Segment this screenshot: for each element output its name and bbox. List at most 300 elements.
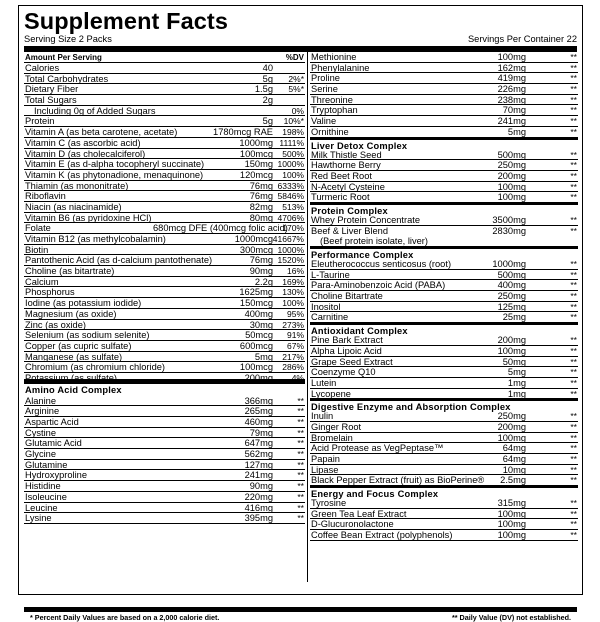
left-column bbox=[24, 52, 305, 524]
fact-amount: 265mg bbox=[244, 406, 273, 417]
fact-row bbox=[310, 280, 578, 291]
fact-dv: 130% bbox=[282, 287, 304, 298]
fact-dv: 286% bbox=[282, 362, 304, 373]
section-title: Amino Acid Complex bbox=[25, 384, 122, 395]
fact-name: Selenium (as sodium selenite) bbox=[25, 330, 150, 341]
fact-dv: ** bbox=[570, 508, 577, 519]
fact-amount: 5mg bbox=[507, 126, 526, 137]
fact-name: Chromium (as chromium chloride) bbox=[25, 362, 166, 373]
serving-info bbox=[24, 34, 577, 45]
fact-row bbox=[24, 95, 305, 106]
fact-dv: ** bbox=[297, 395, 304, 406]
fact-row bbox=[310, 160, 578, 171]
fact-amount: 200mg bbox=[497, 335, 526, 346]
fact-row bbox=[310, 367, 578, 378]
fact-row bbox=[24, 298, 305, 309]
fact-amount: 150mg bbox=[244, 159, 273, 170]
fact-row bbox=[24, 149, 305, 160]
fact-amount: 500mg bbox=[497, 149, 526, 160]
fact-name: Dietary Fiber bbox=[25, 84, 79, 95]
fact-row bbox=[310, 346, 578, 357]
fact-dv: ** bbox=[570, 116, 577, 127]
fact-row bbox=[310, 105, 578, 116]
fact-amount: 200mg bbox=[497, 421, 526, 432]
fact-name: Copper (as cupric sulfate) bbox=[25, 340, 132, 351]
fact-name: Phenylalanine bbox=[311, 62, 370, 73]
fact-dv: ** bbox=[297, 513, 304, 524]
fact-name: Tyrosine bbox=[311, 498, 347, 509]
fact-row bbox=[24, 266, 305, 277]
fact-name: Coenzyme Q10 bbox=[311, 367, 376, 378]
fact-name: Vitamin A (as beta carotene, acetate) bbox=[25, 127, 178, 138]
fact-amount: 150mcg bbox=[239, 298, 273, 309]
fact-amount: 10mg bbox=[502, 464, 526, 475]
section-row bbox=[24, 481, 305, 492]
fact-dv: 95% bbox=[286, 308, 304, 319]
fact-name: Eleutherococcus senticosus (root) bbox=[311, 259, 452, 270]
fact-dv: 217% bbox=[282, 351, 304, 362]
fact-name-continued: (Beef protein isolate, liver) bbox=[320, 236, 428, 247]
fact-dv: ** bbox=[570, 432, 577, 443]
fact-row bbox=[310, 171, 578, 182]
amount-per-serving-label: Amount Per Serving bbox=[25, 53, 102, 62]
dv-header-label: %DV bbox=[285, 53, 304, 62]
fact-dv: ** bbox=[570, 126, 577, 137]
section-row bbox=[24, 470, 305, 481]
fact-dv: ** bbox=[570, 192, 577, 203]
fact-amount: 1780mcg RAE bbox=[213, 127, 273, 138]
fact-amount: 500mg bbox=[497, 269, 526, 280]
fact-amount: 64mg bbox=[502, 443, 526, 454]
fact-amount: 125mg bbox=[497, 301, 526, 312]
fact-dv: ** bbox=[570, 149, 577, 160]
fact-name: Aspartic Acid bbox=[25, 417, 79, 427]
fact-row bbox=[24, 277, 305, 288]
fact-amount: 82mg bbox=[249, 201, 273, 212]
fact-name: Isoleucine bbox=[25, 491, 67, 502]
fact-amount: 80mg bbox=[249, 212, 273, 223]
fact-dv: ** bbox=[570, 388, 577, 399]
fact-name: Proline bbox=[311, 73, 340, 84]
fact-row bbox=[310, 357, 578, 368]
fact-dv: 67% bbox=[286, 340, 304, 351]
fact-dv: ** bbox=[297, 427, 304, 438]
fact-amount: 5mg bbox=[507, 367, 526, 378]
fact-dv: ** bbox=[570, 170, 577, 181]
fact-row bbox=[310, 389, 578, 400]
fact-dv: 2%* bbox=[288, 73, 304, 84]
fact-dv: ** bbox=[297, 481, 304, 492]
fact-name: Milk Thistle Seed bbox=[311, 149, 382, 160]
fact-dv: ** bbox=[570, 301, 577, 312]
fact-row bbox=[24, 309, 305, 320]
fact-amount: 40 bbox=[262, 63, 273, 73]
fact-name: Red Beet Root bbox=[311, 170, 372, 181]
section-block bbox=[310, 203, 578, 247]
fact-name: Including 0g of Added Sugars bbox=[34, 105, 156, 116]
fact-name: D-Glucuronolactone bbox=[311, 519, 394, 530]
fact-dv: ** bbox=[570, 356, 577, 367]
fact-dv: 5846% bbox=[277, 191, 304, 202]
serving-size: Serving Size 2 Packs bbox=[24, 34, 112, 44]
section-row bbox=[24, 396, 305, 407]
fact-amount: 220mg bbox=[244, 491, 273, 502]
facts-columns bbox=[24, 52, 577, 622]
fact-row bbox=[24, 362, 305, 373]
fact-dv: ** bbox=[570, 62, 577, 73]
fact-row bbox=[310, 411, 578, 422]
fact-amount: 3500mg bbox=[492, 214, 526, 225]
fact-row bbox=[310, 226, 578, 247]
fact-name: Choline (as bitartrate) bbox=[25, 266, 115, 277]
fact-row bbox=[310, 259, 578, 270]
fact-dv: ** bbox=[570, 519, 577, 530]
fact-name: Glutamic Acid bbox=[25, 438, 82, 449]
fact-row bbox=[24, 202, 305, 213]
fact-name: Zinc (as oxide) bbox=[25, 319, 86, 330]
fact-amount: 400mg bbox=[497, 280, 526, 291]
section-row bbox=[24, 449, 305, 460]
fact-name: Vitamin K (as phytonadione, menaquinone) bbox=[25, 169, 204, 180]
fact-name: Vitamin E (as d-alpha tocopheryl succinate) bbox=[25, 159, 205, 170]
fact-row bbox=[24, 181, 305, 192]
fact-amount: 76mg bbox=[249, 191, 273, 202]
fact-amount: 416mg bbox=[244, 502, 273, 513]
fact-dv: ** bbox=[570, 498, 577, 509]
left-sections bbox=[24, 384, 305, 524]
section-block bbox=[310, 323, 578, 399]
fact-row bbox=[310, 116, 578, 127]
fact-amount: 5mg bbox=[254, 351, 273, 362]
fact-name: Black Pepper Extract (fruit) as BioPerine® bbox=[311, 475, 485, 486]
fact-dv: ** bbox=[570, 367, 577, 378]
fact-name: N-Acetyl Cysteine bbox=[311, 181, 385, 192]
fact-amount: 200mg bbox=[497, 170, 526, 181]
fact-dv: ** bbox=[570, 443, 577, 454]
fact-dv: ** bbox=[297, 491, 304, 502]
fact-dv: 1000% bbox=[277, 244, 304, 255]
fact-name: Folate bbox=[25, 223, 51, 234]
fact-row bbox=[24, 223, 305, 234]
fact-amount: 100mg bbox=[497, 345, 526, 356]
fact-amount: 2g bbox=[262, 95, 273, 106]
fact-row bbox=[310, 84, 578, 95]
fact-name: Calories bbox=[25, 63, 60, 73]
fact-name: Pine Bark Extract bbox=[311, 335, 383, 346]
fact-name: Tryptophan bbox=[311, 105, 358, 116]
fact-amount: 100mg bbox=[497, 432, 526, 443]
fact-dv: 41667% bbox=[272, 234, 304, 244]
fact-dv: 1000% bbox=[277, 159, 304, 170]
fact-amount: 300mcg bbox=[239, 244, 273, 255]
fact-amount: 241mg bbox=[244, 470, 273, 481]
section-block bbox=[24, 384, 305, 524]
footnote-dv-not-established: ** Daily Value (DV) not established. bbox=[451, 613, 571, 622]
section-title: Digestive Enzyme and Absorption Complex bbox=[310, 399, 578, 411]
fact-row bbox=[310, 63, 578, 74]
fact-name: Ornithine bbox=[311, 126, 349, 137]
fact-name: Vitamin D (as cholecalciferol) bbox=[25, 148, 146, 159]
fact-dv: 500% bbox=[282, 148, 304, 159]
fact-name: Whey Protein Concentrate bbox=[311, 214, 421, 225]
fact-name: Leucine bbox=[25, 502, 58, 513]
amino-acid-continued-list bbox=[310, 52, 578, 138]
fact-name: Papain bbox=[311, 454, 340, 465]
supplement-facts-panel bbox=[18, 5, 583, 622]
fact-row bbox=[24, 213, 305, 224]
fact-amount: 100mcg bbox=[239, 362, 273, 373]
section-row bbox=[24, 492, 305, 503]
fact-name: Manganese (as sulfate) bbox=[25, 351, 123, 362]
fact-dv: ** bbox=[570, 259, 577, 270]
fact-dv: ** bbox=[297, 459, 304, 470]
fact-amount: 200mg bbox=[244, 372, 273, 383]
section-title: Energy and Focus Complex bbox=[310, 486, 578, 498]
fact-name: Inositol bbox=[311, 301, 341, 312]
fact-name: Carnitine bbox=[311, 312, 349, 323]
fact-dv: 198% bbox=[282, 127, 304, 138]
fact-row bbox=[310, 422, 578, 433]
fact-row bbox=[24, 373, 305, 384]
section-row bbox=[24, 460, 305, 471]
fact-amount: 1.5g bbox=[254, 84, 273, 95]
fact-dv: ** bbox=[570, 269, 577, 280]
right-sections bbox=[310, 138, 578, 541]
fact-dv: ** bbox=[570, 530, 577, 541]
fact-name: Acid Protease as VegPeptase™ bbox=[311, 443, 444, 454]
fact-name: Inulin bbox=[311, 411, 334, 422]
panel-title: Supplement Facts bbox=[24, 8, 229, 34]
fact-amount: 120mcg bbox=[239, 169, 273, 180]
fact-dv: 4% bbox=[291, 372, 304, 383]
fact-name: Lysine bbox=[25, 513, 52, 524]
fact-amount: 366mg bbox=[244, 395, 273, 406]
fact-name: Potassium (as sulfate) bbox=[25, 372, 117, 383]
fact-name: Choline Bitartrate bbox=[311, 291, 383, 302]
fact-amount: 562mg bbox=[244, 449, 273, 460]
fact-amount: 1000mcg bbox=[234, 234, 273, 244]
fact-dv: ** bbox=[570, 454, 577, 465]
servings-per-container: Servings Per Container 22 bbox=[467, 34, 577, 44]
fact-amount: 600mcg bbox=[239, 340, 273, 351]
fact-amount: 2.2g bbox=[254, 276, 273, 287]
fact-dv: ** bbox=[570, 291, 577, 302]
fact-name: Protein bbox=[25, 116, 55, 127]
fact-amount: 64mg bbox=[502, 454, 526, 465]
section-title: Performance Complex bbox=[310, 247, 578, 259]
section-row bbox=[24, 503, 305, 514]
fact-dv: ** bbox=[570, 377, 577, 388]
fact-row bbox=[310, 443, 578, 454]
fact-row bbox=[310, 73, 578, 84]
fact-dv: 100% bbox=[282, 298, 304, 309]
fact-name: Lycopene bbox=[311, 388, 351, 399]
fact-amount: 250mg bbox=[497, 160, 526, 171]
fact-row bbox=[24, 191, 305, 202]
fact-dv: ** bbox=[297, 438, 304, 449]
fact-dv: ** bbox=[570, 475, 577, 486]
fact-amount: 100mg bbox=[497, 192, 526, 203]
fact-name: Cystine bbox=[25, 427, 57, 438]
fact-row bbox=[310, 519, 578, 530]
fact-amount: 162mg bbox=[497, 62, 526, 73]
section-row bbox=[24, 417, 305, 428]
fact-dv: 169% bbox=[282, 276, 304, 287]
fact-amount: 241mg bbox=[497, 116, 526, 127]
fact-row bbox=[24, 84, 305, 95]
fact-dv: 5%* bbox=[288, 84, 304, 95]
fact-dv: ** bbox=[570, 312, 577, 323]
fact-row bbox=[24, 245, 305, 256]
fact-name: Biotin bbox=[25, 244, 49, 255]
fact-name: Green Tea Leaf Extract bbox=[311, 508, 407, 519]
section-row bbox=[24, 438, 305, 449]
fact-row bbox=[24, 234, 305, 245]
fact-row bbox=[24, 138, 305, 149]
fact-amount: 50mg bbox=[502, 356, 526, 367]
fact-row bbox=[24, 170, 305, 181]
fact-dv: 0% bbox=[291, 105, 304, 116]
fact-amount: 1mg bbox=[507, 377, 526, 388]
fact-row bbox=[310, 270, 578, 281]
fact-amount: 100mg bbox=[497, 181, 526, 192]
fact-row bbox=[310, 95, 578, 106]
fact-amount: 79mg bbox=[249, 427, 273, 438]
fact-amount: 76mg bbox=[249, 180, 273, 191]
fact-dv: ** bbox=[570, 421, 577, 432]
section-title: Antioxidant Complex bbox=[310, 323, 578, 335]
fact-row bbox=[310, 302, 578, 313]
section-row bbox=[24, 406, 305, 417]
fact-dv: ** bbox=[297, 449, 304, 460]
fact-amount: 70mg bbox=[502, 105, 526, 116]
fact-dv: ** bbox=[297, 502, 304, 513]
fact-amount: 5g bbox=[262, 73, 273, 84]
fact-name: Glycine bbox=[25, 449, 57, 460]
fact-row bbox=[24, 63, 305, 74]
fact-name: Thiamin (as mononitrate) bbox=[25, 180, 129, 191]
fact-amount: 50mcg bbox=[245, 330, 273, 341]
right-column bbox=[310, 52, 578, 541]
column-divider bbox=[307, 52, 308, 582]
fact-row bbox=[310, 433, 578, 444]
fact-name: Riboflavin bbox=[25, 191, 66, 202]
fact-amount: 315mg bbox=[497, 498, 526, 509]
fact-amount: 100mg bbox=[497, 52, 526, 62]
amount-header-row bbox=[24, 52, 305, 63]
fact-amount: 100mcg bbox=[239, 148, 273, 159]
fact-row bbox=[310, 182, 578, 193]
fact-name: Valine bbox=[311, 116, 337, 127]
fact-row bbox=[24, 159, 305, 170]
fact-amount: 100mg bbox=[497, 508, 526, 519]
footnote-percent-dv: * Percent Daily Values are based on a 2,000 calorie diet. bbox=[30, 613, 220, 622]
fact-amount: 25mg bbox=[502, 312, 526, 323]
fact-name: Bromelain bbox=[311, 432, 353, 443]
fact-name: Vitamin B12 (as methylcobalamin) bbox=[25, 234, 166, 244]
fact-dv: ** bbox=[570, 411, 577, 422]
fact-amount: 100mg bbox=[497, 530, 526, 541]
fact-name: Coffee Bean Extract (polyphenols) bbox=[311, 530, 453, 541]
fact-name: Niacin (as niacinamide) bbox=[25, 201, 122, 212]
fact-name: Lutein bbox=[311, 377, 337, 388]
fact-name: Phosphorus bbox=[25, 287, 75, 298]
section-block bbox=[310, 486, 578, 541]
fact-row bbox=[24, 287, 305, 298]
fact-name: Turmeric Root bbox=[311, 192, 370, 203]
fact-dv: ** bbox=[570, 160, 577, 171]
fact-row bbox=[24, 127, 305, 138]
fact-amount: 127mg bbox=[244, 459, 273, 470]
bottom-thick-rule bbox=[24, 607, 577, 612]
fact-amount: 1000mg bbox=[239, 137, 273, 148]
fact-dv: ** bbox=[570, 280, 577, 291]
fact-amount: 1625mg bbox=[239, 287, 273, 298]
fact-name: Threonine bbox=[311, 94, 353, 105]
fact-row bbox=[310, 335, 578, 346]
fact-name: Glutamine bbox=[25, 459, 68, 470]
fact-name: Histidine bbox=[25, 481, 61, 492]
fact-dv: ** bbox=[570, 181, 577, 192]
fact-name: L-Taurine bbox=[311, 269, 350, 280]
fact-name: Hawthorne Berry bbox=[311, 160, 381, 171]
section-row bbox=[24, 428, 305, 439]
fact-name: Iodine (as potassium iodide) bbox=[25, 298, 142, 309]
fact-dv: 170% bbox=[282, 223, 304, 234]
fact-row bbox=[24, 116, 305, 127]
fact-name: Alanine bbox=[25, 395, 57, 406]
nutrient-list bbox=[24, 63, 305, 384]
fact-amount: 76mg bbox=[249, 255, 273, 266]
fact-row bbox=[310, 475, 578, 486]
fact-dv: 91% bbox=[286, 330, 304, 341]
fact-dv: ** bbox=[570, 84, 577, 95]
fact-row bbox=[24, 320, 305, 331]
footnotes bbox=[30, 613, 571, 622]
fact-dv: ** bbox=[570, 464, 577, 475]
fact-dv: 1520% bbox=[277, 255, 304, 266]
fact-name: Vitamin B6 (as pyridoxine HCl) bbox=[25, 212, 152, 223]
fact-row bbox=[310, 465, 578, 476]
fact-dv: 10%* bbox=[283, 116, 304, 127]
fact-name: Beef & Liver Blend bbox=[311, 225, 389, 236]
fact-amount: 2.5mg bbox=[500, 475, 526, 486]
fact-row bbox=[310, 498, 578, 509]
fact-amount: 238mg bbox=[497, 94, 526, 105]
fact-row bbox=[310, 454, 578, 465]
fact-dv: 16% bbox=[286, 266, 304, 277]
fact-dv: 100% bbox=[282, 169, 304, 180]
fact-name: Vitamin C (as ascorbic acid) bbox=[25, 137, 141, 148]
fact-amount: 1mg bbox=[507, 388, 526, 399]
section-block bbox=[310, 247, 578, 323]
section-row bbox=[24, 513, 305, 524]
fact-amount: 250mg bbox=[497, 411, 526, 422]
fact-name: Para-Aminobenzoic Acid (PABA) bbox=[311, 280, 446, 291]
fact-name: Lipase bbox=[311, 464, 339, 475]
section-block bbox=[310, 399, 578, 486]
fact-row bbox=[24, 330, 305, 341]
fact-amount: 647mg bbox=[244, 438, 273, 449]
fact-name: Magnesium (as oxide) bbox=[25, 308, 117, 319]
fact-amount: 226mg bbox=[497, 84, 526, 95]
fact-name: Hydroxyproline bbox=[25, 470, 88, 481]
fact-dv: 513% bbox=[282, 201, 304, 212]
fact-name: Grape Seed Extract bbox=[311, 356, 393, 367]
section-block bbox=[310, 138, 578, 203]
fact-amount: 5g bbox=[262, 116, 273, 127]
fact-amount: 90mg bbox=[249, 481, 273, 492]
